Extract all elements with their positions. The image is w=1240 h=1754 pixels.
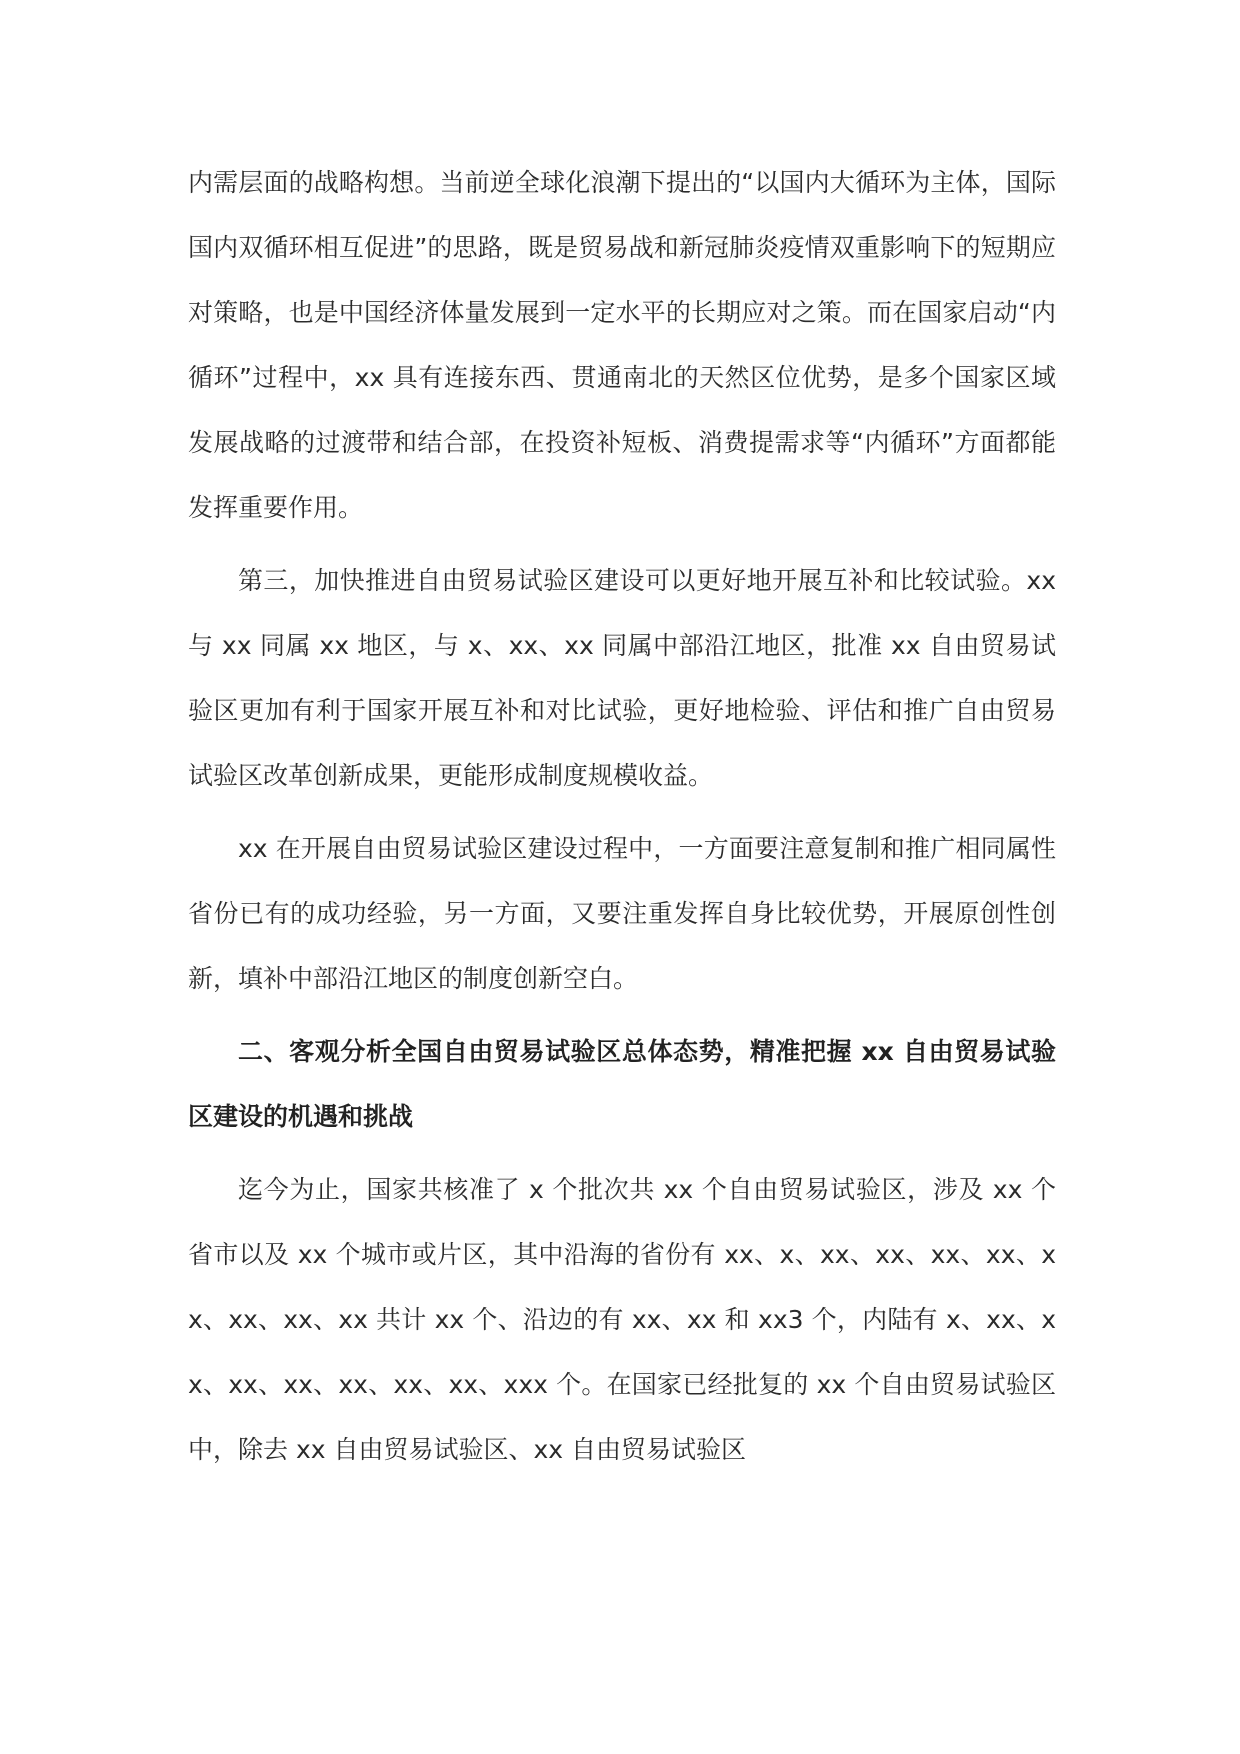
paragraph-domestic-circulation: 内需层面的战略构想。当前逆全球化浪潮下提出的“以国内大循环为主体，国际国内双循环相互促进”的思路，既是贸易战和新冠肺炎疫情双重影响下的短期应对策略，也是中国经济体量发展到一定水平的长期应对之策。而在国家启动“内循环”过程中，xx 具有连接东西、贯通南北的天然区位优势，是多个国家区域发展战略的过渡带和结合部，在投资补短板、消费提需求等“内循环”方面都能发挥重要作用。 bbox=[188, 168, 1056, 522]
paragraph-replicate-experience: xx 在开展自由贸易试验区建设过程中，一方面要注意复制和推广相同属性省份已有的成功经验，另一方面，又要注重发挥自身比较优势，开展原创性创新，填补中部沿江地区的制度创新空白。 bbox=[188, 834, 1056, 993]
section-heading-2: 二、客观分析全国自由贸易试验区总体态势，精准把握 xx 自由贸易试验区建设的机遇和挑战 bbox=[188, 1037, 1056, 1131]
document-page bbox=[188, 150, 1056, 1490]
paragraph-national-overview: 迄今为止，国家共核准了 x 个批次共 xx 个自由贸易试验区，涉及 xx 个省市以及 xx 个城市或片区，其中沿海的省份有 xx、x、xx、xx、xx、xx、xx、xx、xx、xx 共计 xx 个、沿边的有 xx、xx 和 xx3 个，内陆有 x、xx、xx、xx、xx、xx、xx、xx、xxx 个。在国家已经批复的 xx 个自由贸易试验区中，除去 xx 自由贸易试验区、xx 自由贸易试验区 bbox=[188, 1175, 1056, 1464]
paragraph-third-point: 第三，加快推进自由贸易试验区建设可以更好地开展互补和比较试验。xx 与 xx 同属 xx 地区，与 x、xx、xx 同属中部沿江地区，批准 xx 自由贸易试验区更加有利于国家开展互补和对比试验，更好地检验、评估和推广自由贸易试验区改革创新成果，更能形成制度规模收益。 bbox=[188, 566, 1056, 790]
